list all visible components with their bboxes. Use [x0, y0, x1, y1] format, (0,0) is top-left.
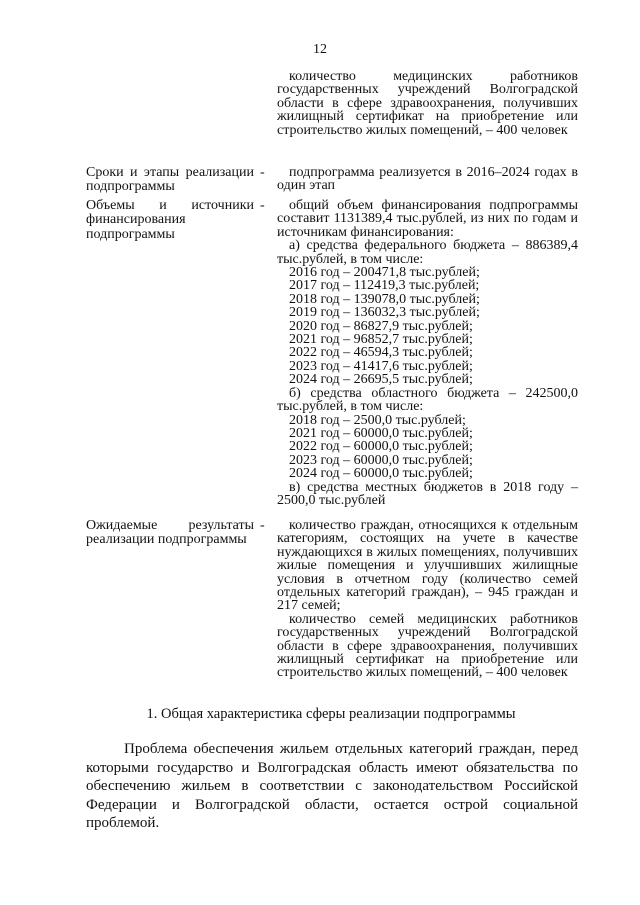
top-continuation-block — [277, 70, 578, 137]
funding-block — [277, 199, 578, 507]
results-block — [277, 519, 578, 680]
regional-year-2021: 2021 год – 60000,0 тыс.рублей; — [289, 425, 473, 441]
federal-year-2023: 2023 год – 41417,6 тыс.рублей; — [289, 358, 473, 374]
regional-budget-header: б) средства областного бюджета – 242500,0 тыс.рублей, в том числе: — [277, 385, 578, 415]
federal-year-2019: 2019 год – 136032,3 тыс.рублей; — [289, 305, 480, 321]
results-dash: - — [260, 518, 265, 533]
federal-year-2017: 2017 год – 112419,3 тыс.рублей; — [289, 278, 480, 294]
federal-budget-header: а) средства федерального бюджета – 886389,4 тыс.рублей, в том числе: — [277, 238, 578, 267]
regional-year-2024: 2024 год – 60000,0 тыс.рублей; — [289, 466, 473, 482]
terms-label: Сроки и этапы реализации подпрограммы — [86, 165, 254, 195]
terms-text: подпрограмма реализуется в 2016–2024 годах в один этап — [277, 165, 578, 194]
federal-year-2020: 2020 год – 86827,9 тыс.рублей; — [289, 318, 473, 334]
terms-dash: - — [260, 165, 265, 180]
federal-year-2024: 2024 год – 26695,5 тыс.рублей; — [289, 372, 473, 388]
federal-year-2018: 2018 год – 139078,0 тыс.рублей; — [289, 291, 480, 307]
funding-intro: общий объем финансирования подпрограммы составит 1131389,4 тыс.рублей, из них по годам и источникам финансирования: — [277, 198, 578, 240]
results-label: Ожидаемые результаты реализации подпрограммы — [86, 518, 254, 548]
body-paragraph: Проблема обеспечения жильем отдельных категорий граждан, перед которыми государство и Волгоградская область имеют обязательства по обеспечению жильем в соответствии с законодательством Российской Федерации и Волгоградской области, остается острой социальной проблемой. — [86, 741, 578, 831]
terms-block — [277, 166, 578, 193]
top-continuation-text: количество медицинских работников государственных учреждений Волгоградской области в сфере здравоохранения, получивших жилищный сертификат на приобретение или строительство жилых помещений, – 400 человек — [277, 69, 578, 138]
regional-year-2018: 2018 год – 2500,0 тыс.рублей; — [289, 412, 466, 428]
result-2-text: количество семей медицинских работников государственных учреждений Волгоградской области в сфере здравоохранения, получивших жилищный сертификат на приобретение или строительство жилых помещений, – 400 человек — [277, 611, 578, 681]
regional-year-2022: 2022 год – 60000,0 тыс.рублей; — [289, 439, 473, 455]
page-number: 12 — [313, 42, 327, 57]
federal-year-2021: 2021 год – 96852,7 тыс.рублей; — [289, 332, 473, 348]
result-1-text: количество граждан, относящихся к отдельным категориям, состоящих на учете в качестве нуждающихся в жилых помещениях, получивших жилые помещения и улучшивших жилищные условия в отчетном году (количество семей отдельных категорий граждан), – 945 граждан и 217 семей; — [277, 518, 578, 614]
federal-year-2016: 2016 год – 200471,8 тыс.рублей; — [289, 265, 480, 281]
federal-year-2022: 2022 год – 46594,3 тыс.рублей; — [289, 345, 473, 361]
section-heading: 1. Общая характеристика сферы реализации подпрограммы — [146, 706, 516, 722]
funding-label: Объемы и источники финансирования подпрограммы — [86, 198, 254, 242]
regional-year-2023: 2023 год – 60000,0 тыс.рублей; — [289, 452, 473, 468]
funding-dash: - — [260, 198, 265, 213]
local-budget-line: в) средства местных бюджетов в 2018 году – 2500,0 тыс.рублей — [277, 479, 578, 508]
